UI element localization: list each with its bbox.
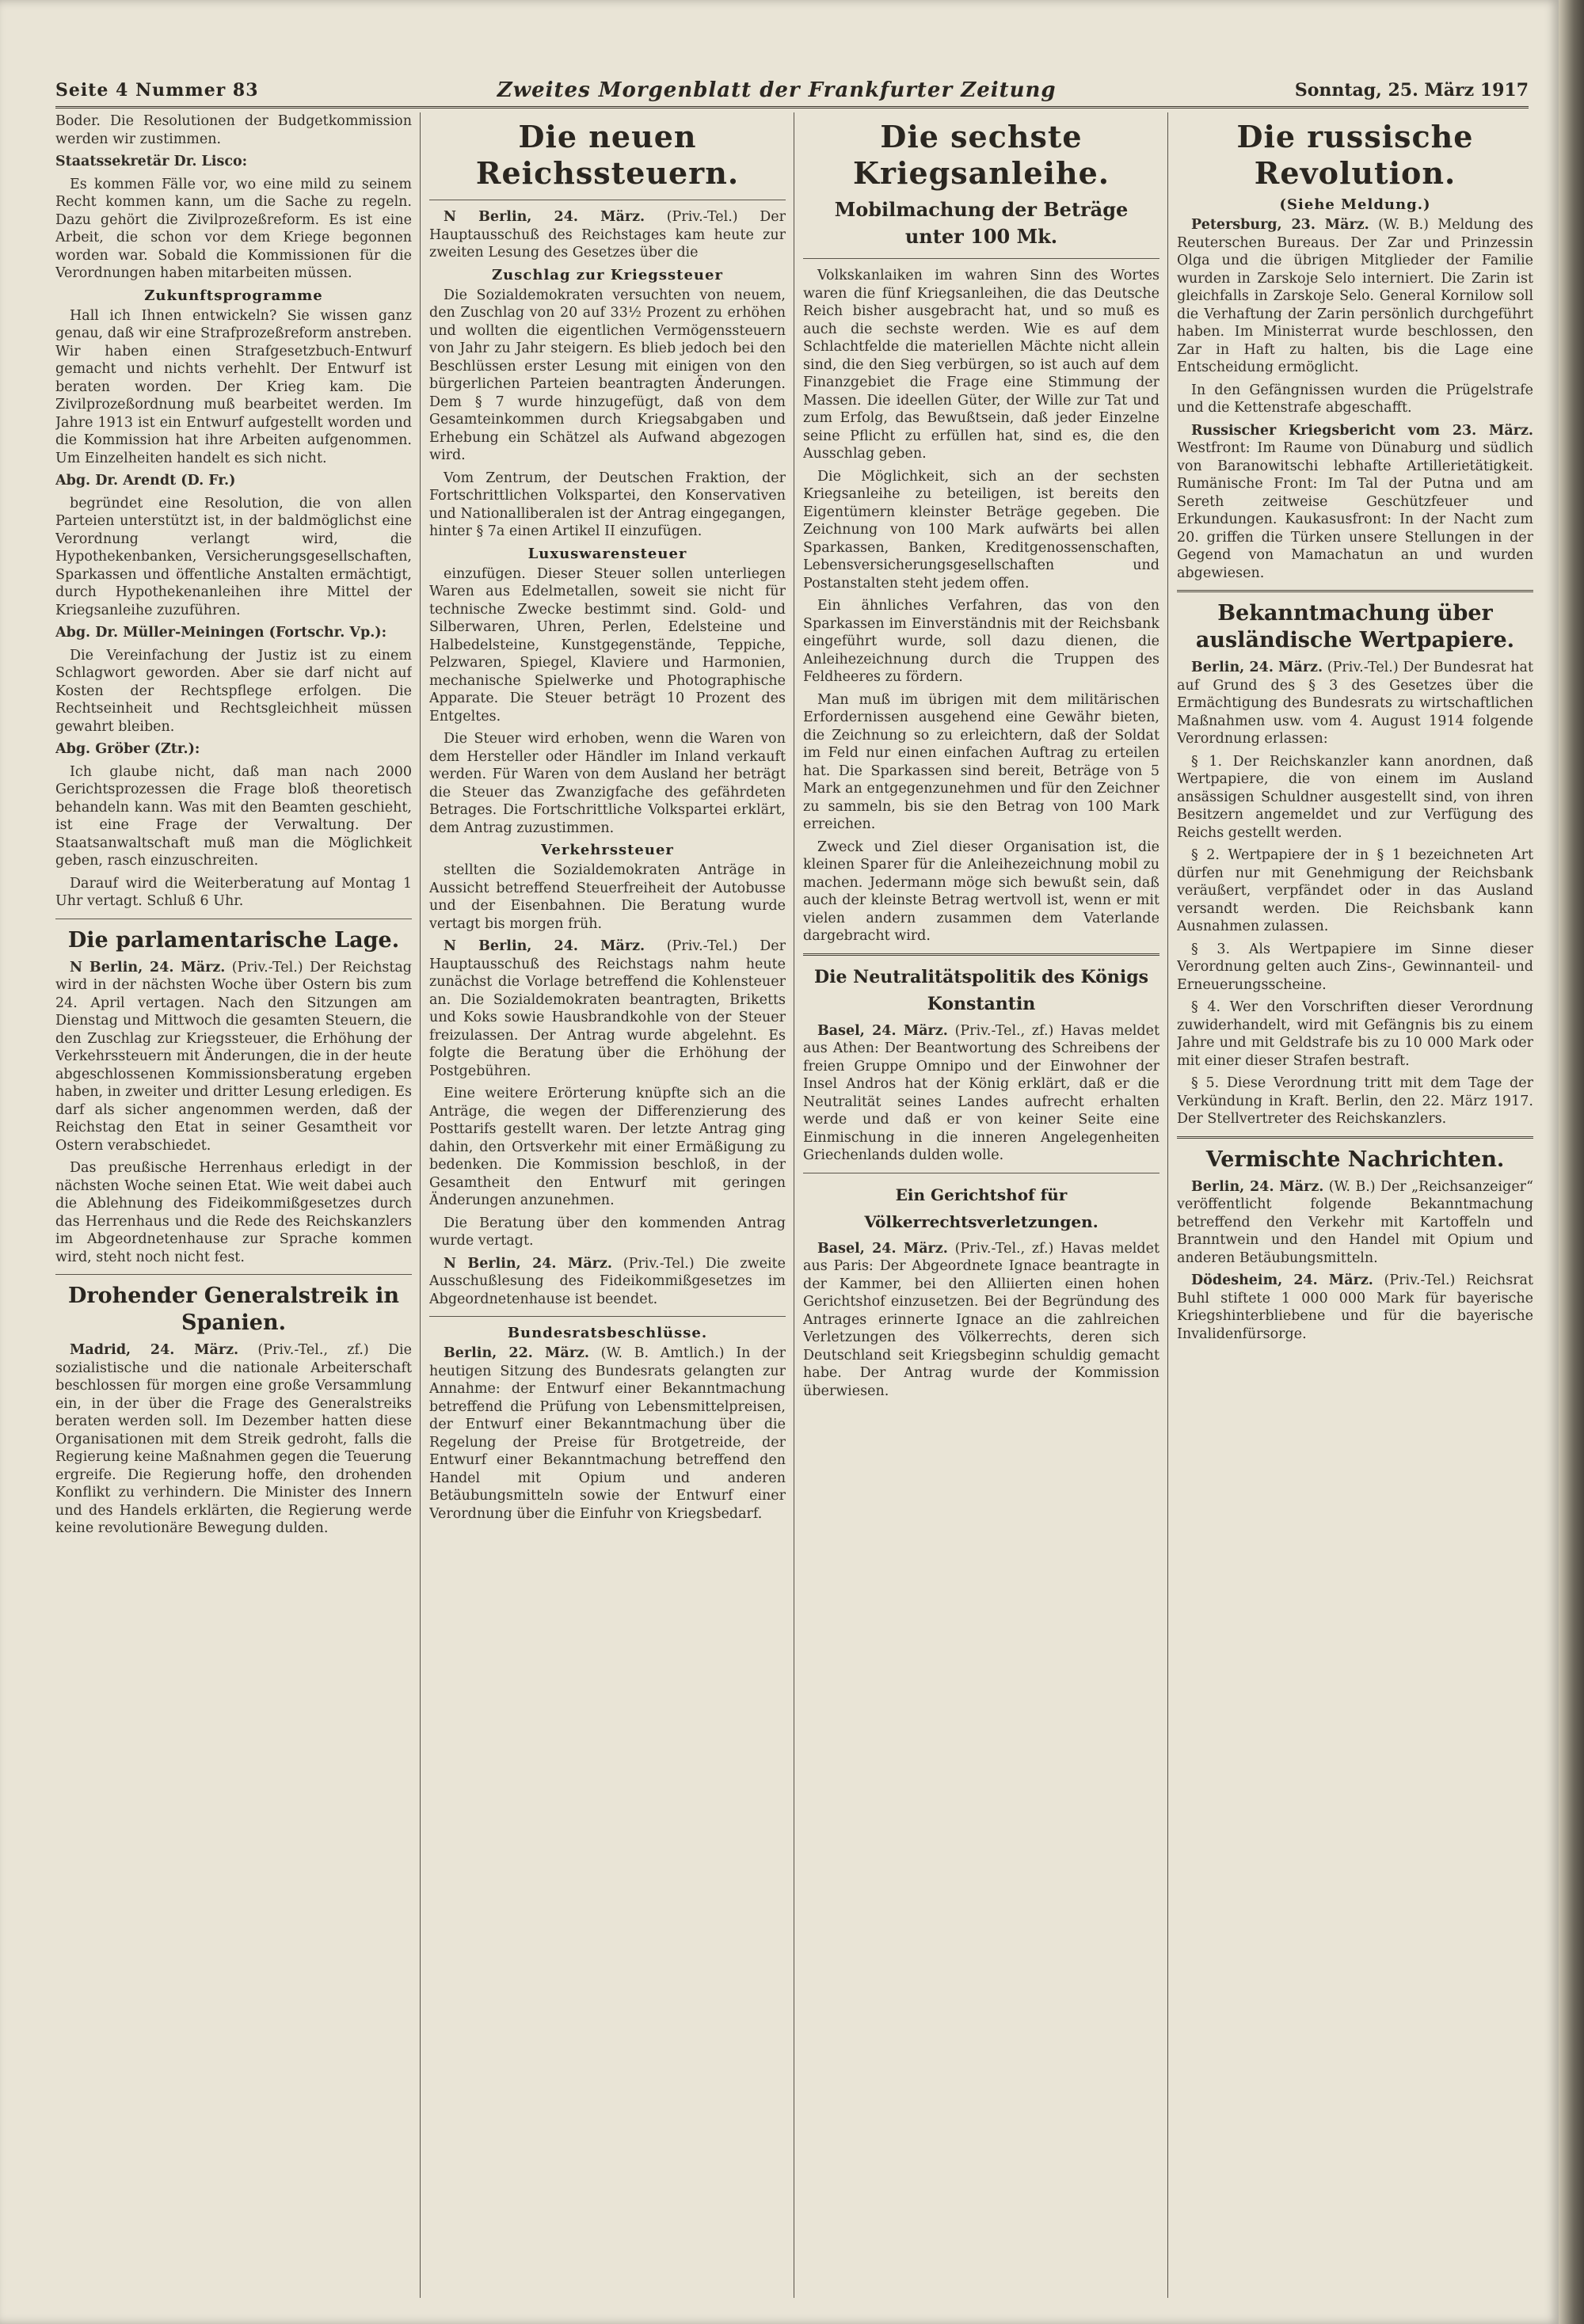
divider bbox=[803, 953, 1159, 956]
article-text: (Priv.-Tel.) Die zweite Ausschußlesung des Fideikommißgesetzes im Abgeordnetenhause ist beendet. bbox=[429, 1255, 786, 1307]
article-text: stellten die Sozialdemokraten Anträge in Aussicht betreffend Steuerfreiheit der Autobusse und der Eisenbahnen. Die Beratung wurde vertagt bis morgen früh. bbox=[429, 862, 786, 932]
article-text: (Priv.-Tel., zf.) Die sozialistische und die nationale Arbeiterschaft beschlossen für morgen eine große Versammlung ein, in der über die Frage des Generalstreiks beraten werden soll. Im Dezember hatten diese Organisationen mit dem Streik gedroht, falls die Regierung keine Maßnahmen gegen die Teuerung ergreife. Die Regierung hoffe, den drohenden Konflikt zu verhindern. Die Minister des Innern und des Handels erklärten, die Regierung werde keine revolutionäre Bewegung dulden. bbox=[55, 1342, 412, 1536]
article-text: (Priv.-Tel.) Reichsrat Buhl stiftete 1 000 000 Mark für bayerische Kriegshinterbliebene und für die bayerische Invalidenfürsorge. bbox=[1177, 1272, 1533, 1342]
article-text: Man muß im übrigen mit dem militärischen Erfordernissen ausgehend eine Gewähr bieten, die Zeichnung so zu erleichtern, daß der Soldat im Feld nur einen einfachen Auftrag zu erteilen hat. Die Sparkassen sind bereit, Beträge von 5 Mark an entgegenzunehmen und für den Zeichner zu sammeln, bis sie den Betrag von 100 Mark erreichen. bbox=[803, 691, 1159, 832]
masthead bbox=[55, 74, 1529, 108]
dateline: Basel, 24. März. bbox=[817, 1022, 948, 1039]
page-binding-edge bbox=[1559, 0, 1584, 2324]
article-text: begründet eine Resolution, die von allen Parteien unterstützt ist, in der baldmöglichst eine Verordnung verlangt wird, die Hypothekenbanken, Versicherungsgesellschaften, Sparkassen und öffentliche Anstalten ermächtigt, durch Hypothekenanleihen ihre Mittel der Kriegsanleihe zuzuführen. bbox=[55, 495, 412, 618]
article-text: (Priv.-Tel.) Der Hauptausschuß des Reichstages kam heute zur zweiten Lesung des Gesetzes über die bbox=[429, 209, 786, 261]
article-text: (Priv.-Tel.) Der Hauptausschuß des Reichstags nahm heute zunächst die Vorlage betreffend die Kohlensteuer an. Die Sozialdemokraten beantragten, Briketts und Koks sowie Hausbrandkohle von der Steuer freizulassen. Der Antrag wurde abgelehnt. Es folgte die Beratung über die Erhöhung der Postgebühren. bbox=[429, 938, 786, 1079]
dateline: Basel, 24. März. bbox=[817, 1240, 948, 1257]
dateline: N Berlin, 24. März. bbox=[444, 1255, 612, 1272]
article-text: Eine weitere Erörterung knüpfte sich an die Anträge, die wegen der Differenzierung des Posttarifs gestellt waren. Der letzte Antrag ging dahin, den Ortsverkehr mit einer Ermäßigung zu bedenken. Die Kommission beschloß, in der Gesamtheit den Entwurf mit geringen Änderungen anzunehmen. bbox=[429, 1086, 786, 1208]
divider bbox=[803, 258, 1159, 259]
dateline: N Berlin, 24. März. bbox=[444, 938, 645, 954]
article-text: Hall ich Ihnen entwickeln? Sie wissen ganz genau, daß wir eine Strafprozeßreform anstreben. Wir haben einen Strafgesetzbuch-Entwurf gemacht und nichts verhehlt. Der Entwurf ist beraten worden. Der Krieg kam. Die Zivilprozeßordnung muß bearbeitet werden. Im Jahre 1913 ist ein Entwurf aufgestellt worden und die Kommission hat ihre Arbeiten aufgenommen. Um Einzelheiten handelt es sich nicht. bbox=[55, 307, 412, 466]
article-text: Boder. Die Resolutionen der Budgetkommission werden wir zustimmen. bbox=[55, 113, 412, 147]
divider bbox=[1177, 1136, 1533, 1139]
column-2 bbox=[429, 112, 786, 2306]
article-text: Volkskanlaiken im wahren Sinn des Wortes waren die fünf Kriegsanleihen, die das Deutsche Reich bisher ausgebracht hat, und so muß es auch die sechste werden. Wie es auf dem Schlachtfelde die materiellen Mächte nicht allein sind, die den Sieg verbürgen, so ist auch auf dem Finanzgebiet die Frage eine Stimmung der Massen. Die ideellen Güter, der Wille zur Tat und zum Erfolg, das Bewußtsein, daß jeder Einzelne seine Pflicht zu erfüllen hat, sind es, die den Ausschlag geben. bbox=[803, 268, 1159, 462]
subheading: (Siehe Meldung.) bbox=[1279, 196, 1431, 213]
headline-war-loan-sub: Mobilmachung der Beträge unter 100 Mk. bbox=[834, 198, 1129, 248]
article-text: (Priv.-Tel., zf.) Havas meldet aus Paris: Der Abgeordnete Ignace beantragte in der Kammer, bei den Alliierten einen hohen Gerichtshof einzusetzen. Bei der Begründung des Antrages erinnerte Ignace an die zahlreichen Verletzungen des Völkerrechts, deren sich Deutschland seit Kriegsbeginn schuldig gemacht habe. Der Antrag wurde der Kommission überwiesen. bbox=[803, 1240, 1159, 1399]
article-text: einzufügen. Dieser Steuer sollen unterliegen Waren aus Edelmetallen, soweit sie nicht für technische Zwecke bestimmt sind. Gold- und Silberwaren, Uhren, Perlen, Edelsteine und Halbedelsteine, Kunstgegenstände, Teppiche, Pelzwaren, Spiegel, Klaviere und Harmonien, mechanische Spielwerke und Photographische Apparate. Die Steuer beträgt 10 Prozent des Entgeltes. bbox=[429, 565, 786, 725]
dateline: Russischer Kriegsbericht vom 23. März. bbox=[1191, 422, 1533, 439]
article-text: Ich glaube nicht, daß man nach 2000 Gerichtsprozessen die Frage bloß theoretisch behandeln kann. Was mit den Beamten geschieht, ist eine Frage der Verwaltung. Der Staatsanwaltschaft muß man die Möglichkeit geben, rasch einzuschreiten. bbox=[55, 763, 412, 869]
masthead-page-number: Seite 4 Nummer 83 bbox=[55, 80, 259, 101]
subheading: Bundesratsbeschlüsse. bbox=[507, 1325, 708, 1341]
article-text: (Priv.-Tel.) Der Reichstag wird in der nächsten Woche über Ostern bis zum 24. April vertagen. Nach den Sitzungen am Dienstag und Mittwoch die gesamten Steuern, die den Zuschlag zur Kriegssteuer, die Erhöhung der Verkehrssteuern mit Änderungen, die in der heute abgeschlossenen Kommissionsberatung ergeben haben, in zweiter und dritter Lesung erledigen. Es darf als sicher angenommen werden, daß der Reichstag den Etat in seiner Gesamtheit vor Ostern verabschiedet. bbox=[55, 959, 412, 1154]
article-text: Das preußische Herrenhaus erledigt in der nächsten Woche seinen Etat. Wie weit dabei auch die Ablehnung des Fideikommißgesetzes durch das Herrenhaus und die Rede des Reichskanzlers im Abgeordnetenhause zur Sprache kommen wird, steht noch nicht fest. bbox=[55, 1160, 412, 1265]
article-text: (Priv.-Tel., zf.) Havas meldet aus Athen: Der Beantwortung des Schreibens der freien Gruppe Omnipo und der Einwohner der Insel Andros hat der König erklärt, daß er die Neutralität seines Landes aufrecht erhalten werde und daß er von keiner Seite eine Einmischung in die inneren Angelegenheiten Griechenlands dulden wolle. bbox=[803, 1022, 1159, 1163]
article-text: Die Steuer wird erhoben, wenn die Waren von dem Hersteller oder Händler im Inland verkauft werden. Für Waren von dem Ausland her beträgt die Steuer das Zwanzigfache des gefährdeten Betrages. Die Fortschrittliche Volkspartei erklärt, dem Antrag zuzustimmen. bbox=[429, 731, 786, 836]
divider bbox=[1177, 590, 1533, 592]
article-text: Die Sozialdemokraten versuchten von neuem, den Zuschlag von 20 auf 33½ Prozent zu erhöhen und wollten die eigentlichen Vermögenssteuern von Jahr zu Jahr steigern. Es blieb jedoch bei den Beschlüssen erster Lesung mit einigen von den bürgerlichen Parteien beantragten Änderungen. Dem § 7 wurde hinzugefügt, daß von dem Gesamteinkommen durch Kriegsabgaben und Erhebung ein Schätzel als Aufwand abgezogen wird. bbox=[429, 287, 786, 463]
speaker-name: Abg. Dr. Arendt (D. Fr.) bbox=[55, 473, 236, 489]
article-text: (W. B. Amtlich.) In der heutigen Sitzung des Bundesrats gelangten zur Annahme: der Entwurf einer Bekanntmachung betreffend die Prüfung von Lebensmittelpreisen, der Entwurf einer Bekanntmachung über die Regelung der Preise für Brotgetreide, der Entwurf einer Bekanntmachung betreffend den Handel mit Opium und anderen Betäubungsmitteln sowie der Entwurf einer Verordnung über die Einfuhr von Kriegsbedarf. bbox=[429, 1345, 786, 1522]
dateline: N Berlin, 24. März. bbox=[444, 209, 645, 225]
article-text: Die Beratung über den kommenden Antrag wurde vertagt. bbox=[429, 1215, 786, 1249]
article-text: Ein ähnliches Verfahren, das von den Sparkassen im Einverständnis mit der Reichsbank eingeführt wurde, soll dazu dienen, die Anleihezeichnung durch die Truppen des Feldheeres zu fördern. bbox=[803, 598, 1159, 685]
column-rule bbox=[420, 112, 421, 2298]
column-1 bbox=[55, 112, 412, 2306]
article-text: (W. B.) Der „Reichsanzeiger“ veröffentlicht folgende Bekanntmachung betreffend den Verkehr mit Kartoffeln und Branntwein und den Handel mit Opium und anderen Betäubungsmitteln. bbox=[1177, 1178, 1533, 1266]
headline-miscellaneous: Vermischte Nachrichten. bbox=[1205, 1147, 1505, 1172]
subheading: Verkehrssteuer bbox=[541, 842, 674, 858]
dateline: Berlin, 22. März. bbox=[444, 1345, 590, 1361]
article-text: In den Gefängnissen wurden die Prügelstrafe und die Kettenstrafe abgeschafft. bbox=[1177, 382, 1533, 416]
article-text: § 2. Wertpapiere der in § 1 bezeichneten Art dürfen nur mit Genehmigung der Reichsbank veräußert, verpfändet oder in das Ausland versandt werden. Die Reichsbank kann Ausnahmen zulassen. bbox=[1177, 847, 1533, 934]
column-3 bbox=[803, 112, 1159, 2306]
masthead-date: Sonntag, 25. März 1917 bbox=[1294, 80, 1529, 101]
article-text: Vom Zentrum, der Deutschen Fraktion, der Fortschrittlichen Volkspartei, den Konservativen und Nationalliberalen ist der Antrag eingegangen, hinter § 7a einen Artikel II einzufügen. bbox=[429, 470, 786, 539]
dateline: Dödesheim, 24. März. bbox=[1191, 1272, 1373, 1288]
article-text: Die Möglichkeit, sich an der sechsten Kriegsanleihe zu beteiligen, ist bereits den Eigentümern kleinster Beträge gegeben. Die Zeichnung von 100 Mark aufwärts bei allen Sparkassen, Banken, Kreditgenossenschaften, Lebensversicherungsgesellschaften und Postanstalten steht jedem offen. bbox=[803, 468, 1159, 591]
subheading: Zuschlag zur Kriegssteuer bbox=[492, 266, 723, 283]
dateline: Berlin, 24. März. bbox=[1191, 660, 1323, 675]
article-text: Es kommen Fälle vor, wo eine mild zu seinem Recht kommen kann, um die Sache zu regeln. Dazu gehört die Zivilprozeßreform. Es ist eine Arbeit, die schon vor dem Kriege begonnen worden war. Sobald die Kommissionen für die Verordnungen haben mitarbeiten müssen. bbox=[55, 176, 412, 281]
subheading: Zukunftsprogramme bbox=[144, 287, 323, 304]
article-text: (Priv.-Tel.) Der Bundesrat hat auf Grund des § 3 des Gesetzes über die Ermächtigung des Bundesrats zu wirtschaftlichen Maßnahmen usw. vom 4. August 1914 folgende Verordnung erlassen: bbox=[1177, 660, 1533, 747]
dateline: Madrid, 24. März. bbox=[70, 1342, 239, 1358]
headline-war-loan: Die sechste Kriegsanleihe. bbox=[853, 119, 1110, 191]
headline-spain-strike: Drohender Generalstreik in Spanien. bbox=[67, 1284, 400, 1335]
headline-court: Ein Gerichtshof für Völkerrechtsverletzungen. bbox=[864, 1185, 1099, 1231]
divider bbox=[429, 1316, 786, 1317]
dateline: Berlin, 24. März. bbox=[1191, 1178, 1324, 1195]
article-text: Zweck und Ziel dieser Organisation ist, die kleinen Sparer für die Anleihezeichnung mobil zu machen. Jedermann möge sich bewußt sein, daß auch der kleinste Betrag wertvoll ist, wenn er mit vielen andern zusammen dem Vaterlande dargebracht wird. bbox=[803, 839, 1159, 944]
headline-russian-revolution: Die russische Revolution. bbox=[1236, 119, 1474, 191]
column-4 bbox=[1177, 112, 1533, 2306]
masthead-newspaper-title: Zweites Morgenblatt der Frankfurter Zeitung bbox=[497, 78, 1057, 102]
dateline: Petersburg, 23. März. bbox=[1191, 217, 1369, 233]
dateline: N Berlin, 24. März. bbox=[70, 959, 226, 976]
headline-securities-notice: Bekanntmachung über ausländische Wertpapiere. bbox=[1195, 601, 1515, 652]
speaker-name: Staatssekretär Dr. Lisco: bbox=[55, 154, 248, 169]
headline-parliament: Die parlamentarische Lage. bbox=[67, 927, 400, 953]
article-text: § 5. Diese Verordnung tritt mit dem Tage der Verkündung in Kraft. Berlin, den 22. März 1917. Der Stellvertreter des Reichskanzlers. bbox=[1177, 1075, 1533, 1127]
headline-neutrality: Die Neutralitätspolitik des Königs Konstantin bbox=[814, 966, 1148, 1014]
article-text: Westfront: Im Raume von Dünaburg und südlich von Baranowitschi lebhafte Artillerietätigkeit. Rumänische Front: Im Tal der Putna und am Sereth zeitweise Geschützfeuer und Erkundungen. Kaukasusfront: In der Nacht zum 20. griffen die Türken unsere Stellungen in der Gegend von Mamachatun an und wurden abgewiesen. bbox=[1177, 440, 1533, 581]
divider bbox=[55, 1274, 412, 1275]
headline-new-taxes: Die neuen Reichssteuern. bbox=[475, 119, 740, 191]
article-text: Die Vereinfachung der Justiz ist zu einem Schlagwort geworden. Aber sie darf nicht auf Kosten der Rechtspflege erfolgen. Die Rechtseinheit und Rechtsgleichheit müssen gewahrt bleiben. bbox=[55, 647, 412, 735]
article-text: Darauf wird die Weiterberatung auf Montag 1 Uhr vertagt. Schluß 6 Uhr. bbox=[55, 875, 412, 909]
article-text: § 1. Der Reichskanzler kann anordnen, daß Wertpapiere, die von einem im Ausland ansässigen Schuldner ausgestellt sind, von ihren Besitzern angemeldet und zur Verfügung des Reichs gestellt werden. bbox=[1177, 753, 1533, 841]
article-text: § 4. Wer den Vorschriften dieser Verordnung zuwiderhandelt, wird mit Gefängnis bis zu einem Jahre und mit Geldstrafe bis zu 10 000 Mark oder mit einer dieser Strafen bestraft. bbox=[1177, 999, 1533, 1069]
column-rule bbox=[1167, 112, 1168, 2298]
subheading: Luxuswarensteuer bbox=[527, 545, 687, 562]
speaker-name: Abg. Dr. Müller-Meiningen (Fortschr. Vp.): bbox=[55, 625, 387, 641]
article-text: (W. B.) Meldung des Reuterschen Bureaus. Der Zar und Prinzessin Olga und die übrigen Mitglieder der Familie wurden in Zarskoje Selo interniert. Die Zarin ist gleichfalls in Zarskoje Selo. General Kornilow soll die Verhaftung der Zarin persönlich durchgeführt haben. Im Ministerrat wurde beschlossen, den Zar in Haft zu halten, bis die Lage eine Entscheidung ermöglicht. bbox=[1177, 217, 1533, 375]
speaker-name: Abg. Gröber (Ztr.): bbox=[55, 741, 200, 757]
article-text: § 3. Als Wertpapiere im Sinne dieser Verordnung gelten auch Zins-, Gewinnanteil- und Erneuerungsscheine. bbox=[1177, 941, 1533, 993]
